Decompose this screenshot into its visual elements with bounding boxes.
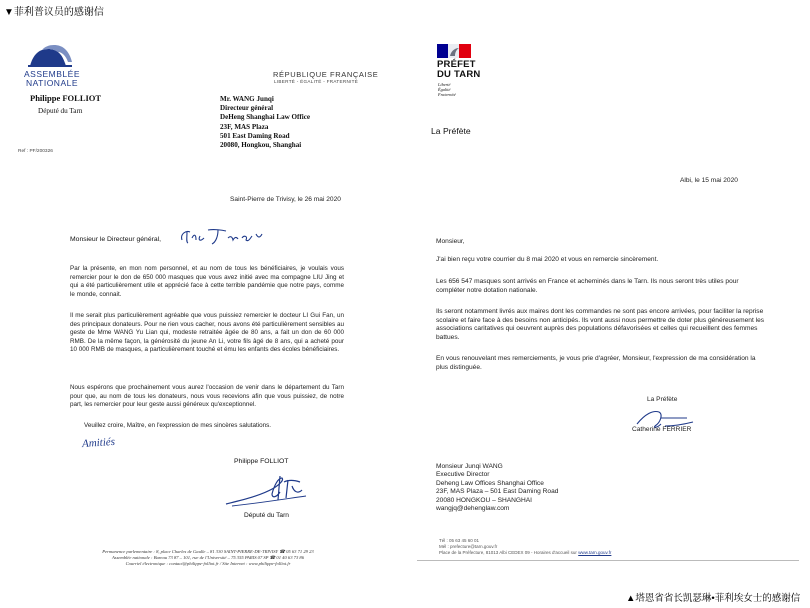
recipient-block-2 [436,463,558,513]
footer-line: Courriel électronique : contact@philippe-folliot.fr / Site Internet : www.philippe-folliot.fr [125,561,291,567]
recipient-line: Mr. WANG Junqi [220,95,274,103]
recipient-line: 501 East Daming Road [220,131,290,140]
recipient-line: DeHeng Shanghai Law Office [220,113,311,122]
folliot-signature-icon [222,470,312,510]
marianne-logo-icon [437,44,471,58]
letter-date-2: Albi, le 15 mai 2020 [680,177,738,184]
letter-prefete [409,22,807,578]
prefet-line-1: PRÉFET [437,59,476,70]
republic-label: RÉPUBLIQUE FRANÇAISE [273,70,379,79]
recipient-line: Executive Director [436,471,490,479]
handwritten-closing: Amitiés [81,435,116,451]
sender-title: Député du Tarn [38,107,83,115]
republic-motto-2 [438,82,456,97]
letter-folliot [8,22,392,580]
handwritten-name-icon [178,226,268,248]
recipient-line: 20080 HONGKOU – SHANGHAI [436,496,533,504]
recipient-line: Monsieur Junqi WANG [436,463,503,470]
motto-word: Fraternité [438,92,456,97]
caption-top-left: ▼菲利普议员的感谢信 [4,7,104,18]
sender-name: Philippe FOLLIOT [30,93,102,103]
letter-date: Saint-Pierre de Trivisy, le 26 mai 2020 [230,196,341,203]
recipient-line: 20080, Hongkou, Shanghai [220,141,302,150]
recipient-line: wangjq@dehenglaw.com [436,505,510,513]
recipient-line: 23F, MAS Plaza [220,122,269,131]
signer-name-2: Catherine FERRIER [632,426,692,433]
signer-title: Député du Tarn [244,512,289,519]
assemblee-nationale-logo-icon [26,42,76,68]
closing-title: La Préfète [647,396,678,403]
body-paragraph-4: Veuillez croire, Maître, en l'expression de mes sincères salutations. [84,422,272,429]
logo-line-1: ASSEMBLÉE [24,69,80,79]
body-paragraph-2: Il me serait plus particulièrement agréable que vous puissiez remercier le docteur LI Gui Fan, un des principaux donateurs. Pour ne rien vous cacher, nous avons été particulièrement sensibles au geste de Mme WANG Yu Lian qui, modeste retraitée âgée de 80 ans, a fait un don de 60 000 RMB. De la même façon, la générosité du jeune An Li, votre fils âgé de 8 ans, qui a acheté pour 10 000 RMB de masques, a particulièrement touché et ému les enfants des écoles bénéficiaires. [70,312,344,354]
footer-divider [417,560,799,561]
recipient-line: 23F, MAS Plaza – 501 East Daming Road [436,488,559,496]
body-paragraph-2-4: En vous renouvelant mes remerciements, je vous prie d'agréer, Monsieur, l'expression de ma considération la plus distinguée. [436,355,756,371]
assemblee-logo-text [22,70,82,88]
recipient-line: Deheng Law Offices Shanghai Office [436,479,544,487]
footer-line: Permanence parlementaire : 8, place Charles de Gaulle – 81 330 SAINT-PIERRE-DE-TRIVISY ☎ 05 63 71 29 23 [102,549,314,554]
letter-footer [58,549,358,568]
salutation-2: Monsieur, [436,238,465,245]
prefet-line-2: DU TARN [437,69,481,80]
salutation: Monsieur le Directeur général, [70,236,162,243]
motto-word: Égalité [438,87,451,92]
recipient-line: Directeur général [220,104,274,113]
footer-phone: Tél : 05 63 45 60 01 [439,538,480,543]
body-paragraph-1: Par la présente, en mon nom personnel, et au nom de tous les bénéficiaires, je voulais vous remercier pour le don de 650 000 masques que vous avez initié avec ma compagne LIU Jing et qui a été particulièrement utile et apprécié face à cette terrible pandémie que notre pays, comme le monde, connait. [70,265,344,298]
signer-name: Philippe FOLLIOT [234,458,289,465]
republic-motto: LIBERTÉ - ÉGALITÉ - FRATERNITÉ [274,79,359,84]
footer-site-link: www.tarn.gouv.fr [578,550,612,555]
body-paragraph-2-2: Les 656 547 masques sont arrivés en France et acheminés dans le Tarn. Ils nous seront très utiles pour compléter notre dotation nationale. [436,278,739,294]
body-paragraph-3: Nous espérons que prochainement vous aurez l'occasion de venir dans le département du Tarn pour que, au nom de tous les donateurs, nous vous recevions afin que vous puissiez, de notre part, les remercier pour leur geste aussi généreux qu'exceptionnel. [70,384,344,409]
prefet-title [437,60,480,80]
recipient-block [220,95,310,150]
footer-address [439,550,611,556]
reference: Ref : PF/200326 [18,149,53,154]
footer-address-text: Place de la Préfecture, 81013 Albi CEDEX 09 - Horaires d'accueil sur [439,550,577,555]
body-paragraph-2-3: Ils seront notamment livrés aux maires dont les commandes ne sont pas encore arrivées, pour faciliter la reprise scolaire et faire face à des besoins non anticipés. Ils vont aussi nous permettre de doter plus généreusement les associations caritatives qui oeuvrent auprès des populations défavorisées et celles qui recueillent des femmes battues. [436,308,765,341]
motto-word: Liberté [438,82,451,87]
footer-line: Assemblée nationale : Bureau 73 87 – 101, rue de l'Université – 75 355 PARIS 07 SP ☎ 01 40 63 73 86 [111,555,304,561]
body-paragraph-2-1: J'ai bien reçu votre courrier du 8 mai 2020 et vous en remercie sincèrement. [436,256,659,263]
logo-line-2: NATIONALE [25,78,79,88]
header-title: La Préfète [431,126,471,136]
footer-mel: Mél : prefecture@tarn.gouv.fr [439,544,498,549]
caption-bottom-right: ▲塔恩省省长凯瑟琳•菲利埃女士的感谢信 [626,593,801,604]
